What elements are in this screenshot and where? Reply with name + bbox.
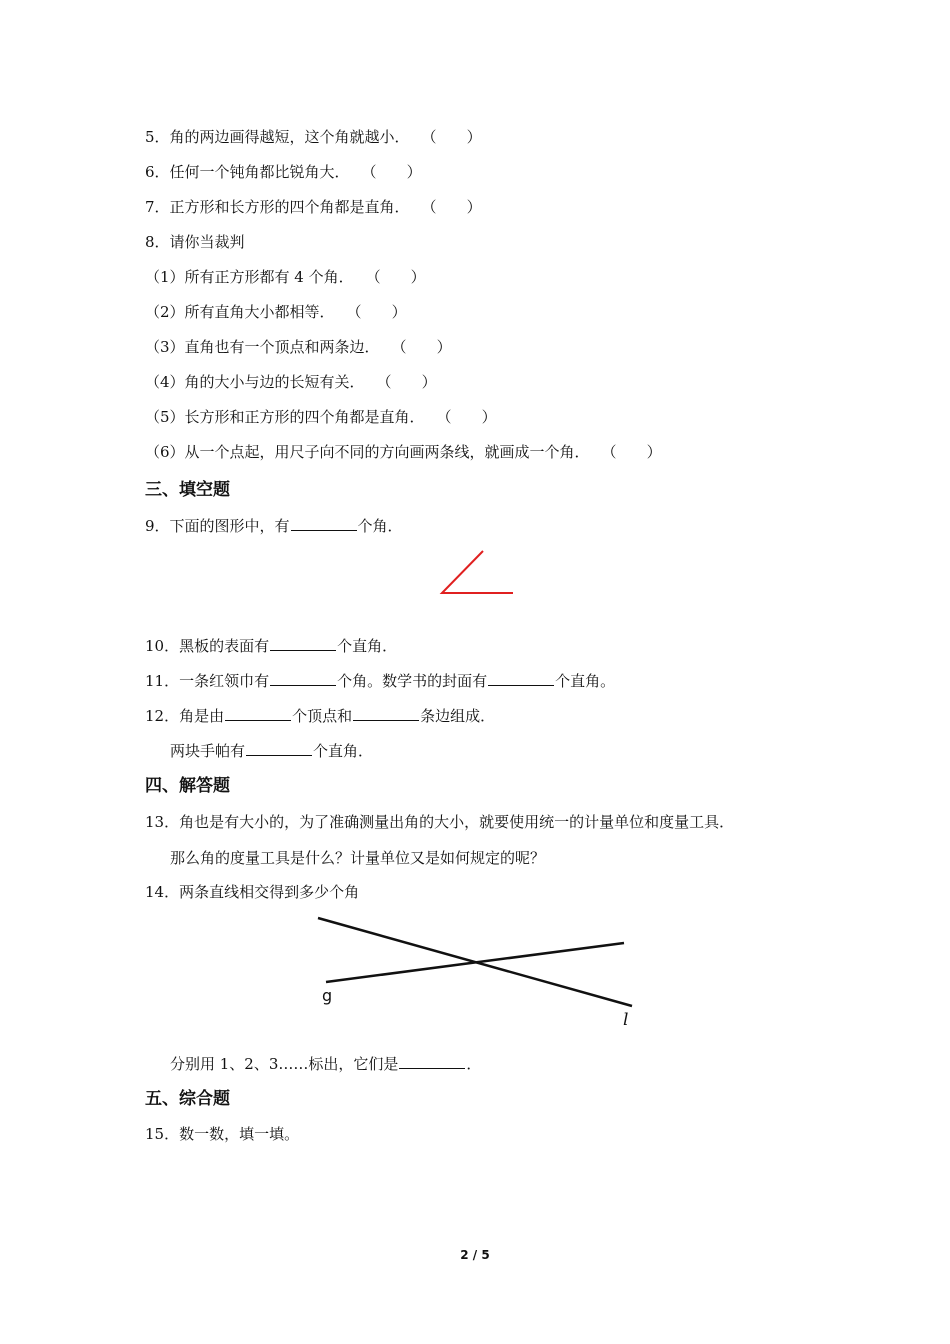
question-15: 15．数一数，填一填。 [145, 1125, 300, 1143]
question-14: 14．两条直线相交得到多少个角 [145, 883, 360, 901]
section-heading-fill: 三、填空题 [145, 480, 230, 500]
intersecting-lines-figure [310, 910, 640, 1035]
question-12: 12．角是由 个顶点和 条边组成． [145, 707, 496, 725]
answer-parens: （ ） [361, 163, 422, 181]
answer-parens: （ ） [376, 373, 437, 391]
section-heading-answer: 四、解答题 [145, 776, 230, 796]
answer-blank[interactable] [225, 705, 291, 721]
answer-blank[interactable] [353, 705, 419, 721]
angle-figure [430, 545, 525, 600]
question-8-6: （6）从一个点起，用尺子向不同的方向画两条线，就画成一个角． （ ） [145, 443, 662, 461]
answer-blank[interactable] [270, 670, 336, 686]
question-14-b: 分别用 1、2、3……标出，它们是 ． [170, 1055, 482, 1073]
answer-parens: （ ） [436, 408, 497, 426]
question-8-2: （2）所有直角大小都相等． （ ） [145, 303, 407, 321]
answer-parens: （ ） [421, 198, 482, 216]
answer-parens: （ ） [365, 268, 426, 286]
label-l: l [623, 1010, 629, 1030]
answer-parens: （ ） [601, 443, 662, 461]
answer-parens: （ ） [391, 338, 452, 356]
question-8-4: （4）角的大小与边的长短有关． （ ） [145, 373, 437, 391]
question-13-b: 那么角的度量工具是什么？计量单位又是如何规定的呢？ [170, 849, 546, 867]
label-g: g [322, 986, 333, 1005]
answer-blank[interactable] [399, 1053, 465, 1069]
question-8-5: （5）长方形和正方形的四个角都是直角． （ ） [145, 408, 497, 426]
question-8-1: （1）所有正方形都有 4 个角． （ ） [145, 268, 426, 286]
question-12-b: 两块手帕有 个直角． [170, 742, 374, 760]
question-10: 10．黑板的表面有 个直角． [145, 637, 398, 655]
line-g [326, 943, 624, 982]
answer-parens: （ ） [346, 303, 407, 321]
question-8-3: （3）直角也有一个顶点和两条边． （ ） [145, 338, 452, 356]
answer-parens: （ ） [421, 128, 482, 146]
angle-lines [442, 551, 513, 593]
question-11: 11．一条红领巾有 个角。数学书的封面有 个直角。 [145, 672, 616, 690]
question-13: 13．角也是有大小的，为了准确测量出角的大小，就要使用统一的计量单位和度量工具． [145, 813, 735, 831]
section-heading-comprehensive: 五、综合题 [145, 1089, 230, 1109]
question-6: 6．任何一个钝角都比锐角大． （ ） [145, 163, 422, 181]
answer-blank[interactable] [246, 740, 312, 756]
page-number: 2 / 5 [460, 1248, 490, 1262]
answer-blank[interactable] [488, 670, 554, 686]
answer-blank[interactable] [270, 635, 336, 651]
answer-blank[interactable] [291, 515, 357, 531]
question-5: 5．角的两边画得越短，这个角就越小． （ ） [145, 128, 482, 146]
question-8: 8．请你当裁判 [145, 233, 245, 251]
question-7: 7．正方形和长方形的四个角都是直角． （ ） [145, 198, 482, 216]
question-9: 9．下面的图形中，有 个角． [145, 517, 403, 535]
